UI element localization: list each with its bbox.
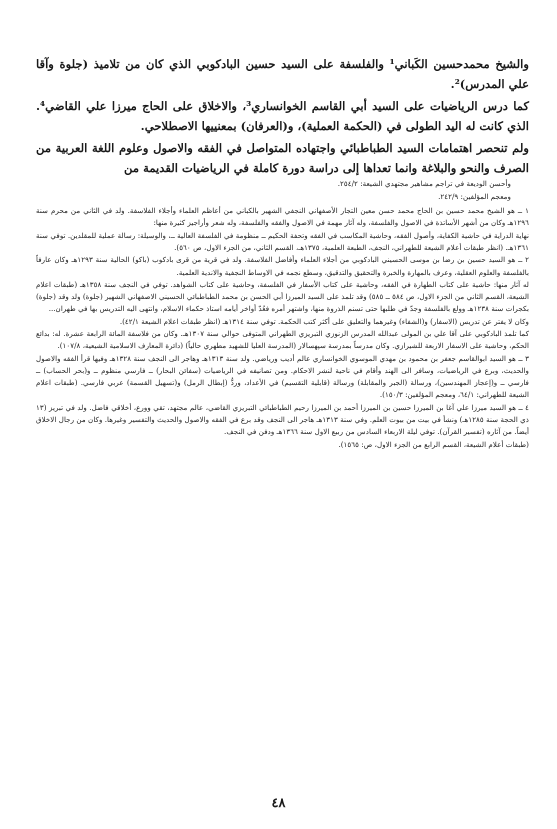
footnote-4-source: (طبقات أعلام الشيعة، القسم الرابع من الجزء الاول، ص: ١٥٦٥). bbox=[338, 439, 529, 449]
footnote-continuation-line: ومعجم المؤلفين: ٢٤٢/٩. bbox=[438, 191, 511, 201]
footnote-2-continued: له آثار منها: حاشية على كتاب الطهارة في الفقه، وحاشية على كتاب الأسفار في الفلسفة، وحاشية على كتاب الشواهد. توفي في النجف سنة ١٣٥٨هـ (طبقات اعلام الشيعة، القسم الثاني من الجزء الاول، ص ٥٨٤ ــ ٥٨٥) وقد تلمذ على السيد الميرزا أبي الحسن بن محمد الطباطبائي الحسيني الاصفهاني الشهير (جلوة) ولد وقد (جلوة) بكجرات سنة ١٢٣٨هـ وولع بالفلسفة وجدّ في طلبها حتى تسنم الذروة منها، واشتهر أمره فعُدّ أواخر أيامه استاذ حكماء الاسلام، وانتهى اليه التدريس بها في طهران... bbox=[36, 279, 530, 314]
body-paragraph: كما درس الرياضيات على السيد أبي القاسم الخوانساري³، والاخلاق على الحاج ميرزا علي القاضي⁴. الذي كانت له اليد الطولى في (الحكمة العملية)، و(العرفان) بمعنييها الاصطلاحي. bbox=[36, 98, 529, 134]
footnote-1: ١ ــ هو الشيخ محمد حسين بن الحاج محمد حسن معين التجار الأصفهاني النجفي الشهير بالكباني من أعاظم العلماء وأجلاء الفلاسفة. ولد في الثاني من محرم سنة ١٢٩٦هـ وكان من أشهر الأساتذة في الاصول والفلسفة، وله آثار مهمة في الاصول والفقه والفلسفة، وله شعر وأراجيز كثيرة منها: bbox=[36, 206, 529, 228]
footnote-1-continued: نهاية الدراية في حاشية الكفاية، وأصول الفقه، وحاشية المكاسب في الفقه وتحفة الحكيم ــ منظومة في الفلسفة العالية ــ، والوسيلة: رسالة عملية للمقلدين. توفي سنة ١٣٦١هـ. (انظر طبقات أعلام الشيعة للطهراني، النجف، الطبعة العلمية، ١٣٧٥هـ، القسم الثاني، من الجزء الاول، ص ٥٦٠). bbox=[36, 230, 529, 252]
page-number: ٤٨ bbox=[271, 796, 286, 811]
footnotes-section bbox=[36, 178, 529, 451]
footnote-2: ٢ ــ هو السيد حسين بن رضا بن موسى الحسيني البادكوبي من أجلاء العلماء وأفاضل الفلاسفة. ولد في قرية من قرى بادكوب (باكو) الحالية سنة ١٢٩٣هـ وكان عارفاً بالفلسفة والعلوم العقلية، وعرف بالمهارة والخبرة والتحقيق والتدقيق، وسطع نجمه في الاوساط النجفية والاندية العلمية. bbox=[36, 255, 530, 277]
footnote-2-continued: كما تلمذ البادكوبي على آقا علي بن المولى عبدالله المدرس الزنوزي التبريزي الطهراني المتوفى حوالي سنة ١٣٠٧هـ. وكان من فلاسفة المائة الرابعة عشرة. له: بدائع الحكم، وحاشية على الاسفار الاربعة للشيرازي. وكان مدرساً بمدرسة سپهسالار (المدرسة العليا للشهيد مطهري حالياً) (دائرة المعارف الاسلامية الشيعية، ١٠٧/٨). bbox=[36, 329, 530, 351]
footnote-3: ٣ ــ هو السيد ابوالقاسم جعفر بن محمود بن مهدي الموسوي الخوانساري عالم أديب ورياضي. ولد سنة ١٣١٣هـ وهاجر الى النجف سنة ١٣٢٨هـ وفيها قرأ الفقه والاصول والحديث، وبرع في الرياضيات، وسافر الى الهند وأقام في ناحية لنشر الاحكام. ومن تصانيفه في الرياضيات (سفائن البحار) ــ فارسي منظوم ــ و(بحر الحساب) ــ فارسي ــ و(إعجاز المهندسين)، ورسالة (الجبر والمقابلة) ورسالة (قابلية التقسيم) في الأعداد، وردُّ (إبطال الرمل) و(تسهيل القسمة) عربي فارسي. (طبقات اعلام الشيعة للطهراني: ٦٤/١، ومعجم المؤلفين: ١٥٠/٣). bbox=[36, 353, 529, 400]
body-paragraph: ولم تنحصر اهتمامات السيد الطباطبائي واجتهاده المتواصل في الفقه والاصول وعلوم اللغة العربية من الصرف والنحو والبلاغة وانما تعداها إلى دراسة دورة كاملة في الرياضيات القديمة من bbox=[36, 140, 529, 176]
body-paragraph: والشيخ محمدحسين الكَباني¹ والفلسفة على السيد حسين البادكوبي الذي كان من تلاميذ (جلوة وآقا علي المدرس)². bbox=[36, 57, 529, 92]
main-text bbox=[36, 54, 529, 178]
footnote-continuation-line: وأحسن الوديعة في تراجم مشاهير مجتهدي الشيعة: ٢٥٤/٢. bbox=[337, 179, 511, 189]
footnote-4: ٤ ــ هو السيد ميرزا علي آغا بن الميرزا حسين بن الميرزا أحمد بن الميرزا رحيم الطباطبائي التبريزي القاضي، عالم مجتهد، تقي وورع، أخلاقي فاضل. ولد في تبريز (١٣ ذي الحجة سنة ١٢٨٥هـ) ونشأ في بيت من بيوت العلم. وفي سنة ١٣١٣هـ هاجر الى النجف وقد برع في الفقه والاصول والحديث والتفسير وغيرها. وكان من رجال الاخلاق أيضاً. من آثاره (تفسير القرآن). توفي ليلة الاربعاء السادس من ربيع الاول سنة ١٣٦٦هـ ودفن في النجف. bbox=[36, 402, 529, 437]
footnote-2-continued: وكان لا يفتر عن تدريس (الاسفار) و(الشفاء) وغيرهما والتعليق على أكثر كتب الحكمة. توفي سنة ١٣١٤هـ (انظر طبقات اعلام الشيعة ٤٢/١). bbox=[119, 316, 529, 326]
